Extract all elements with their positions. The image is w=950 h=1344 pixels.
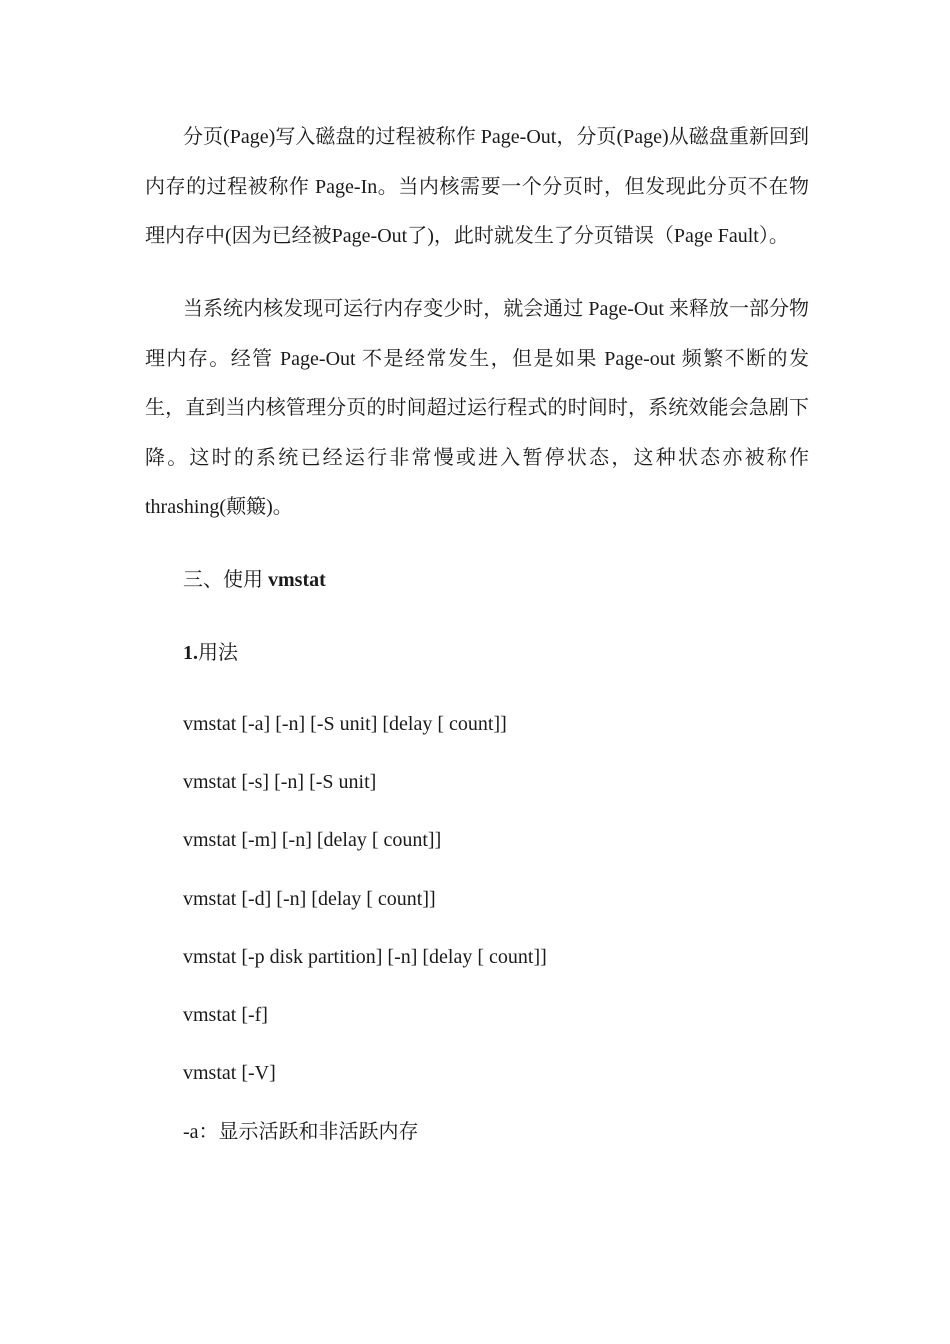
section-heading-prefix: 三、使用 bbox=[183, 569, 268, 591]
option-description: -a：显示活跃和非活跃内存 bbox=[183, 1121, 419, 1143]
subheading-text: 用法 bbox=[198, 642, 238, 664]
section-heading bbox=[183, 567, 326, 593]
section-heading-keyword: vmstat bbox=[268, 569, 326, 591]
paragraph-thrashing: 当系统内核发现可运行内存变少时，就会通过 Page-Out 来释放一部分物理内存。经管 Page-Out 不是经常发生，但是如果 Page-out 频繁不断的发生，直到当内核管理分页的时间超过运行程式的时间时，系统效能会急剧下降。这时的系统已经运行非常慢或进入暂停状态，这种状态亦被称作thrashing(颠簸)。 bbox=[145, 298, 809, 518]
subheading-number: 1. bbox=[183, 642, 198, 664]
subheading-usage bbox=[183, 640, 238, 666]
usage-line: vmstat [-m] [-n] [delay [ count]] bbox=[183, 829, 442, 851]
usage-line: vmstat [-d] [-n] [delay [ count]] bbox=[183, 888, 436, 910]
usage-line: vmstat [-f] bbox=[183, 1004, 268, 1026]
usage-line: vmstat [-p disk partition] [-n] [delay [ count]] bbox=[183, 946, 547, 968]
usage-line: vmstat [-a] [-n] [-S unit] [delay [ count]] bbox=[183, 713, 507, 735]
paragraph-page-out-page-in: 分页(Page)写入磁盘的过程被称作 Page-Out，分页(Page)从磁盘重新回到内存的过程被称作 Page-In。当内核需要一个分页时，但发现此分页不在物理内存中(因为已经被Page-Out了)，此时就发生了分页错误（Page Fault）。 bbox=[145, 126, 809, 247]
usage-line: vmstat [-s] [-n] [-S unit] bbox=[183, 771, 377, 793]
usage-line: vmstat [-V] bbox=[183, 1062, 276, 1084]
